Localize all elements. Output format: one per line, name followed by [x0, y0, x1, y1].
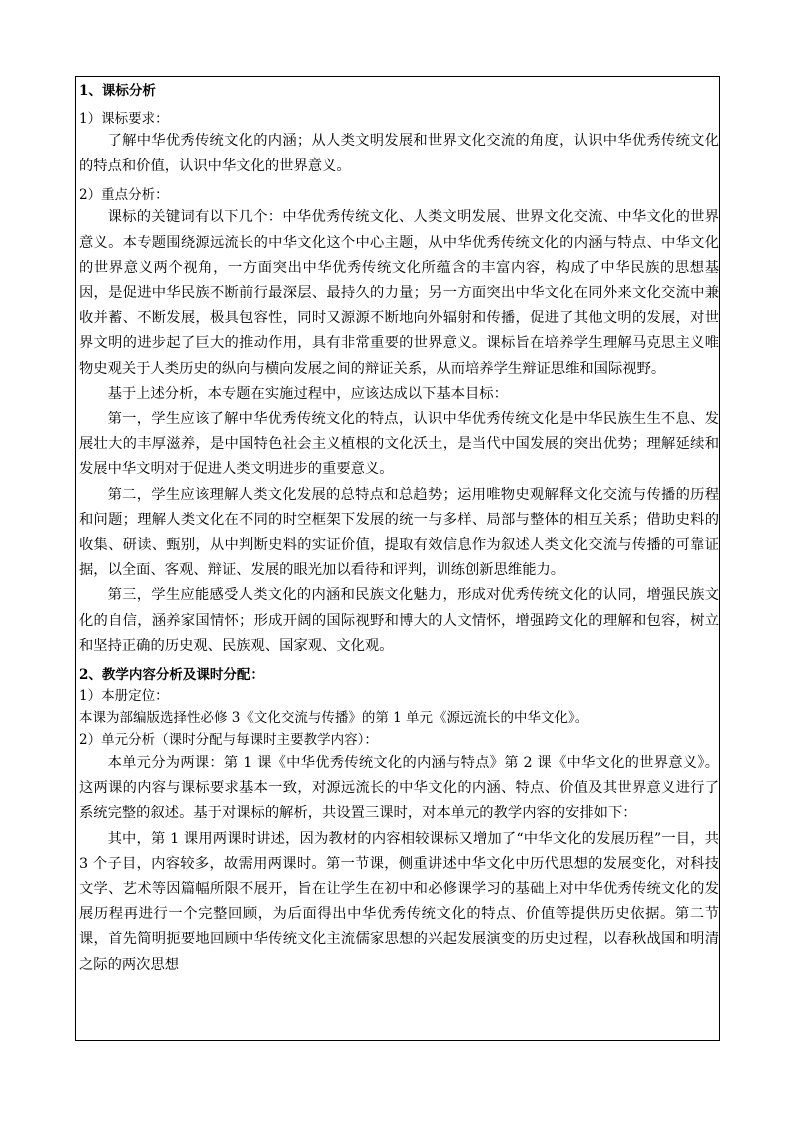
document-body	[79, 79, 719, 978]
section-2-heading: 2、教学内容分析及课时分配：	[79, 667, 264, 684]
section-1-heading: 1、课标分析	[79, 83, 156, 99]
section-1-sub-2: 2）重点分析：	[79, 187, 169, 204]
section-1-paragraph-6: 第三，学生应能感受人类文化的内涵和民族文化魅力，形成对优秀传统文化的认同，增强民族文化的自信，涵养家国情怀；形成开阔的国际视野和博大的人文情怀，增强跨文化的理解和包容，树立和坚持正确的历史观、民族观、国家观、文化观。	[79, 587, 719, 654]
section-1-paragraph-5: 第二，学生应该理解人类文化发展的总特点和总趋势；运用唯物史观解释文化交流与传播的历程和问题；理解人类文化在不同的时空框架下发展的统一与多样、局部与整体的相互关系；借助史料的收集、研读、甄别，从中判断史料的实证价值，提取有效信息作为叙述人类文化交流与传播的可靠证据，以全面、客观、辩证、发展的眼光加以看待和评判，训练创新思维能力。	[79, 486, 719, 579]
section-1-paragraph-2: 课标的关键词有以下几个：中华优秀传统文化、人类文明发展、世界文化交流、中华文化的世界意义。本专题围绕源远流长的中华文化这个中心主题，从中华优秀传统文化的内涵与特点、中华文化的世界意义两个视角，一方面突出中华优秀传统文化所蕴含的丰富内容，构成了中华民族的思想基因，是促进中华民族不断前行最深层、最持久的力量；另一方面突出中华文化在同外来文化交流中兼收并蓄、不断发展，极具包容性，同时又源源不断地向外辐射和传播，促进了其他文明的发展，对世界文明的进步起了巨大的推动作用，具有非常重要的世界意义。课标旨在培养学生理解马克思主义唯物史观关于人类历史的纵向与横向发展之间的辩证关系，从而培养学生辩证思维和国际视野。	[79, 209, 719, 377]
section-1-paragraph-4: 第一，学生应该了解中华优秀传统文化的特点，认识中华优秀传统文化是中华民族生生不息、发展壮大的丰厚滋养，是中国特色社会主义植根的文化沃土，是当代中国发展的突出优势；理解延续和发展中华文明对于促进人类文明进步的重要意义。	[79, 411, 719, 478]
section-2-line-1: 本课为部编版选择性必修 3《文化交流与传播》的第 1 单元《源远流长的中华文化》。	[79, 710, 589, 727]
section-2-paragraph-2: 其中，第 1 课用两课时讲述，因为教材的内容相较课标又增加了“中华文化的发展历程”一目，共 3 个子目，内容较多，故需用两课时。第一节课，侧重讲述中华文化中历代思想的发展变化，对科技文学、艺术等因篇幅所限不展开，旨在让学生在初中和必修课学习的基础上对中华优秀传统文化的发展历程再进行一个完整回顾，为后面得出中华优秀传统文化的特点、价值等提供历史依据。第二节课，首先简明扼要地回顾中华传统文化主流儒家思想的兴起发展演变的历史过程，以春秋战国和明清之际的两次思想	[79, 830, 719, 973]
section-2-sub-1: 1）本册定位：	[79, 688, 169, 705]
section-1-paragraph-1: 了解中华优秀传统文化的内涵；从人类文明发展和世界文化交流的角度，认识中华优秀传统文化的特点和价值，认识中华文化的世界意义。	[79, 133, 719, 175]
section-2-paragraph-1: 本单元分为两课：第 1 课《中华优秀传统文化的内涵与特点》第 2 课《中华文化的世界意义》。这两课的内容与课标要求基本一致，对源远流长的中华文化的内涵、特点、价值及其世界意义进行了系统完整的叙述。基于对课标的解析，共设置三课时，对本单元的教学内容的安排如下：	[79, 755, 719, 822]
section-1-sub-1: 1）课标要求：	[79, 111, 169, 127]
section-2-sub-2: 2）单元分析（课时分配与每课时主要教学内容）：	[79, 732, 378, 749]
section-1-paragraph-3: 基于上述分析，本专题在实施过程中，应该达成以下基本目标：	[107, 385, 508, 402]
